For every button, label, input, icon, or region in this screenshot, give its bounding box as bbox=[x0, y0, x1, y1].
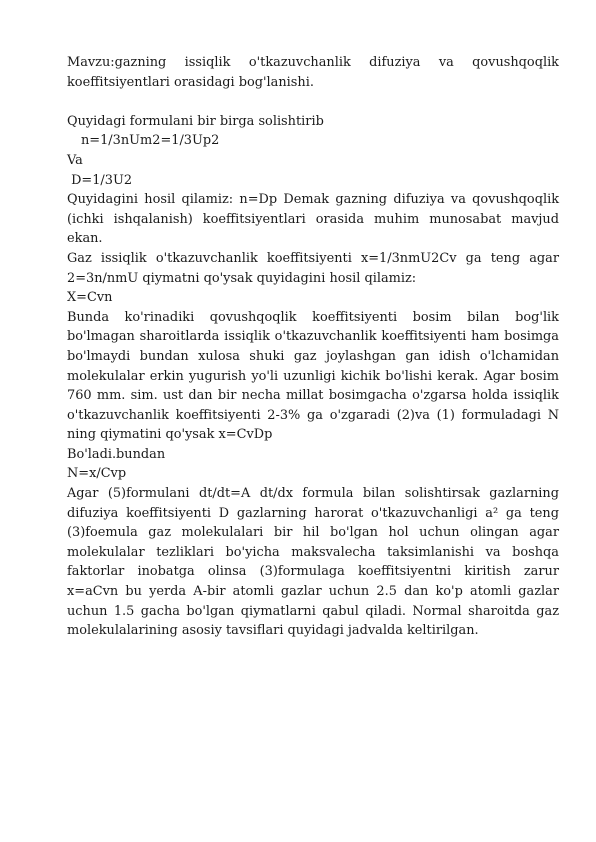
paragraph-result: Quyidagini hosil qilamiz: n=Dp Demak gazning difuziya va qovushqoqlik (ichki ishqalanish) koeffitsiyentlari orasida muhim munosabat mavjud ekan. bbox=[67, 192, 559, 247]
formula-viscosity: n=1/3nUm2=1/3Up2 bbox=[81, 133, 220, 149]
document-title: Mavzu:gazning issiqlik o'tkazuvchanlik difuziya va qovushqoqlik koeffitsiyentlari orasidagi bog'lanishi. bbox=[67, 55, 559, 90]
paragraph-intro: Quyidagi formulani bir birga solishtirib bbox=[67, 113, 324, 129]
formula-n: N=x/Cvp bbox=[67, 466, 127, 482]
formula-x-cvn: X=Cvn bbox=[67, 290, 113, 306]
paragraph-boladi: Bo'ladi.bundan bbox=[67, 446, 166, 462]
formula-diffusion: D=1/3U2 bbox=[67, 172, 133, 188]
paragraph-conclusion: Agar (5)formulani dt/dt=A dt/dx formula bilan solishtirsak gazlarning difuziya koeffitsiyenti D gazlarning harorat o'tkazuvchanligi a² ga teng (3)foemula gaz molekulalari bir hil bo'lgan hol uchun olingan agar molekulalar tezliklari bo'yicha maksvalecha taksimlanishi va boshqa faktorlar inobatga olinsa (3)formulaga koeffitsiyentni kiritish zarur x=aCvn bu yerda A-bir atomli gazlar uchun 2.5 dan ko'p atomli gazlar uchun 1.5 gacha bo'lgan qiymatlarni qabul qiladi. Normal sharoitda gaz molekulalarining asosiy tavsiflari quyidagi jadvalda keltirilgan. bbox=[67, 486, 559, 639]
paragraph-pressure: Bunda ko'rinadiki qovushqoqlik koeffitsiyenti bosim bilan bog'lik bo'lmagan sharoitlarda issiqlik o'tkazuvchanlik koeffitsiyenti ham bosimga bo'lmaydi bundan xulosa shuki gaz joylashgan gan idish o'lchamidan molekulalar erkin yugurish yo'li uzunligi kichik bo'lishi kerak. Agar bosim 760 mm. sim. ust dan bir necha millat bosimgacha o'zgarsa holda issiqlik o'tkazuvchanlik koeffitsiyenti 2-3% ga o'zgaradi (2)va (1) formuladagi N ning qiymatini qo'ysak x=CvDp bbox=[67, 309, 559, 443]
paragraph-va: Va bbox=[67, 152, 83, 168]
document-page bbox=[67, 53, 559, 641]
paragraph-thermal: Gaz issiqlik o'tkazuvchanlik koeffitsiyenti x=1/3nmU2Cv ga teng agar 2=3n/nmU qiymatni qo'ysak quyidagini hosil qilamiz: bbox=[67, 250, 559, 286]
